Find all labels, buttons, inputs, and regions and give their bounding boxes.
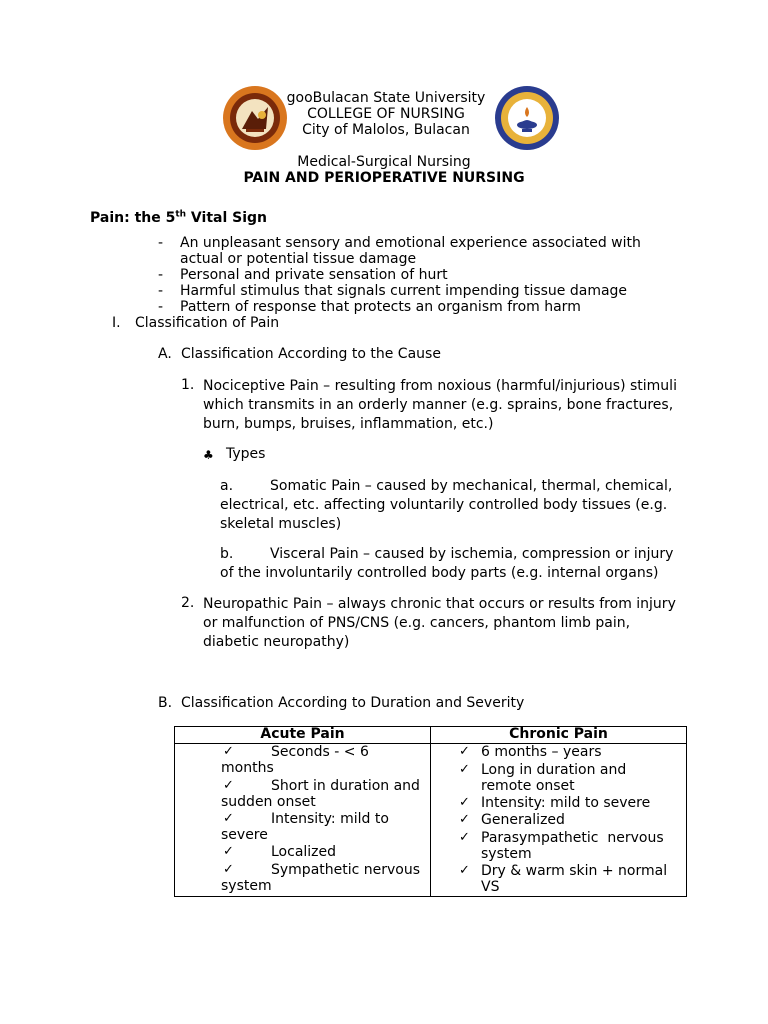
list-item: 6 months – years xyxy=(481,744,602,760)
text-line: skeletal muscles) xyxy=(220,516,342,532)
outline-roman-marker: I. xyxy=(112,315,121,331)
definition-dash: - xyxy=(158,299,164,315)
visceral-marker: b. xyxy=(220,546,234,562)
bulacan-state-university-seal-icon xyxy=(222,85,288,151)
definition-line: An unpleasant sensory and emotional experience associated with xyxy=(180,235,641,251)
definition-dash: - xyxy=(158,283,164,299)
section-title-prefix: Pain: the 5 xyxy=(90,210,176,226)
text-line: electrical, etc. affecting voluntarily controlled body tissues (e.g. xyxy=(220,497,668,513)
section-title-suffix: Vital Sign xyxy=(186,210,268,226)
college-of-nursing-seal-icon xyxy=(494,85,560,151)
header-block xyxy=(286,90,486,138)
definition-dash: - xyxy=(158,235,164,251)
text-line: which transmits in an orderly manner (e.g. sprains, bone fractures, xyxy=(203,397,674,413)
list-item: Long in duration and xyxy=(481,762,627,778)
list-item: months xyxy=(221,760,274,776)
check-icon: ✓ xyxy=(459,830,470,845)
acute-pain-header: Acute Pain xyxy=(175,727,431,744)
club-bullet-icon: ♣ xyxy=(203,448,214,462)
text-line: Neuropathic Pain – always chronic that occurs or results from injury xyxy=(203,596,676,612)
college-name: COLLEGE OF NURSING xyxy=(307,106,465,122)
table-row xyxy=(175,744,687,897)
definition-line: actual or potential tissue damage xyxy=(180,251,417,267)
acute-pain-cell xyxy=(175,744,431,897)
list-item: Parasympathetic nervous xyxy=(481,830,664,846)
list-item: Localized xyxy=(271,844,337,860)
table-header-row xyxy=(175,727,687,744)
check-icon: ✓ xyxy=(223,844,234,859)
check-icon: ✓ xyxy=(223,811,234,826)
outline-b-marker: B. xyxy=(158,695,173,711)
somatic-marker: a. xyxy=(220,478,234,494)
chronic-pain-header: Chronic Pain xyxy=(431,727,687,744)
check-icon: ✓ xyxy=(459,812,470,827)
check-icon: ✓ xyxy=(223,744,234,759)
topic-title: PAIN AND PERIOPERATIVE NURSING xyxy=(243,170,525,186)
outline-a-marker: A. xyxy=(158,346,172,362)
text-line: Nociceptive Pain – resulting from noxious (harmful/injurious) stimuli xyxy=(203,378,677,394)
university-name: gooBulacan State University xyxy=(286,90,486,106)
check-icon: ✓ xyxy=(223,778,234,793)
outline-b-text: Classification According to Duration and Severity xyxy=(181,695,525,711)
section-title-sup: th xyxy=(175,209,187,220)
outline-a-text: Classification According to the Cause xyxy=(181,346,441,362)
list-item: remote onset xyxy=(481,778,575,794)
nociceptive-pain-text xyxy=(203,377,683,434)
list-item: Generalized xyxy=(481,812,565,828)
subject-title: Medical-Surgical Nursing xyxy=(297,154,471,170)
text-line: diabetic neuropathy) xyxy=(203,634,350,650)
outline-roman-text: Classification of Pain xyxy=(135,315,280,331)
list-item: Dry & warm skin + normal xyxy=(481,863,668,879)
list-item: system xyxy=(221,878,272,894)
pain-comparison-table xyxy=(174,726,687,897)
visceral-pain-text xyxy=(220,545,690,583)
check-icon: ✓ xyxy=(223,862,234,877)
list-item: Seconds - < 6 xyxy=(271,744,369,760)
text-line xyxy=(220,477,690,496)
city-name: City of Malolos, Bulacan xyxy=(302,122,470,138)
list-item: Intensity: mild to xyxy=(271,811,389,827)
definition-item xyxy=(180,235,650,267)
text-line: burn, bumps, bruises, inflammation, etc.) xyxy=(203,416,494,432)
list-item: system xyxy=(481,846,532,862)
definition-item: Pattern of response that protects an organism from harm xyxy=(180,299,581,315)
text-line xyxy=(220,545,690,564)
check-icon: ✓ xyxy=(459,762,470,777)
text-line: of the involuntarily controlled body parts (e.g. internal organs) xyxy=(220,565,659,581)
outline-n2-marker: 2. xyxy=(181,595,195,611)
definition-item: Personal and private sensation of hurt xyxy=(180,267,448,283)
text-line-content: Somatic Pain – caused by mechanical, thermal, chemical, xyxy=(270,478,673,494)
definition-item: Harmful stimulus that signals current impending tissue damage xyxy=(180,283,628,299)
list-item: Intensity: mild to severe xyxy=(481,795,651,811)
check-icon: ✓ xyxy=(459,744,470,759)
neuropathic-pain-text xyxy=(203,595,683,652)
list-item: sudden onset xyxy=(221,794,316,810)
list-item: Short in duration and xyxy=(271,778,420,794)
list-item: severe xyxy=(221,827,268,843)
definition-dash: - xyxy=(158,267,164,283)
outline-n1-marker: 1. xyxy=(181,377,195,393)
check-icon: ✓ xyxy=(459,795,470,810)
check-icon: ✓ xyxy=(459,863,470,878)
text-line-content: Visceral Pain – caused by ischemia, compression or injury xyxy=(270,546,674,562)
text-line: or malfunction of PNS/CNS (e.g. cancers, phantom limb pain, xyxy=(203,615,631,631)
chronic-pain-cell xyxy=(431,744,687,897)
list-item: Sympathetic nervous xyxy=(271,862,421,878)
somatic-pain-text xyxy=(220,477,690,534)
list-item: VS xyxy=(481,879,500,895)
section-title xyxy=(90,210,267,226)
types-label: Types xyxy=(226,446,266,462)
